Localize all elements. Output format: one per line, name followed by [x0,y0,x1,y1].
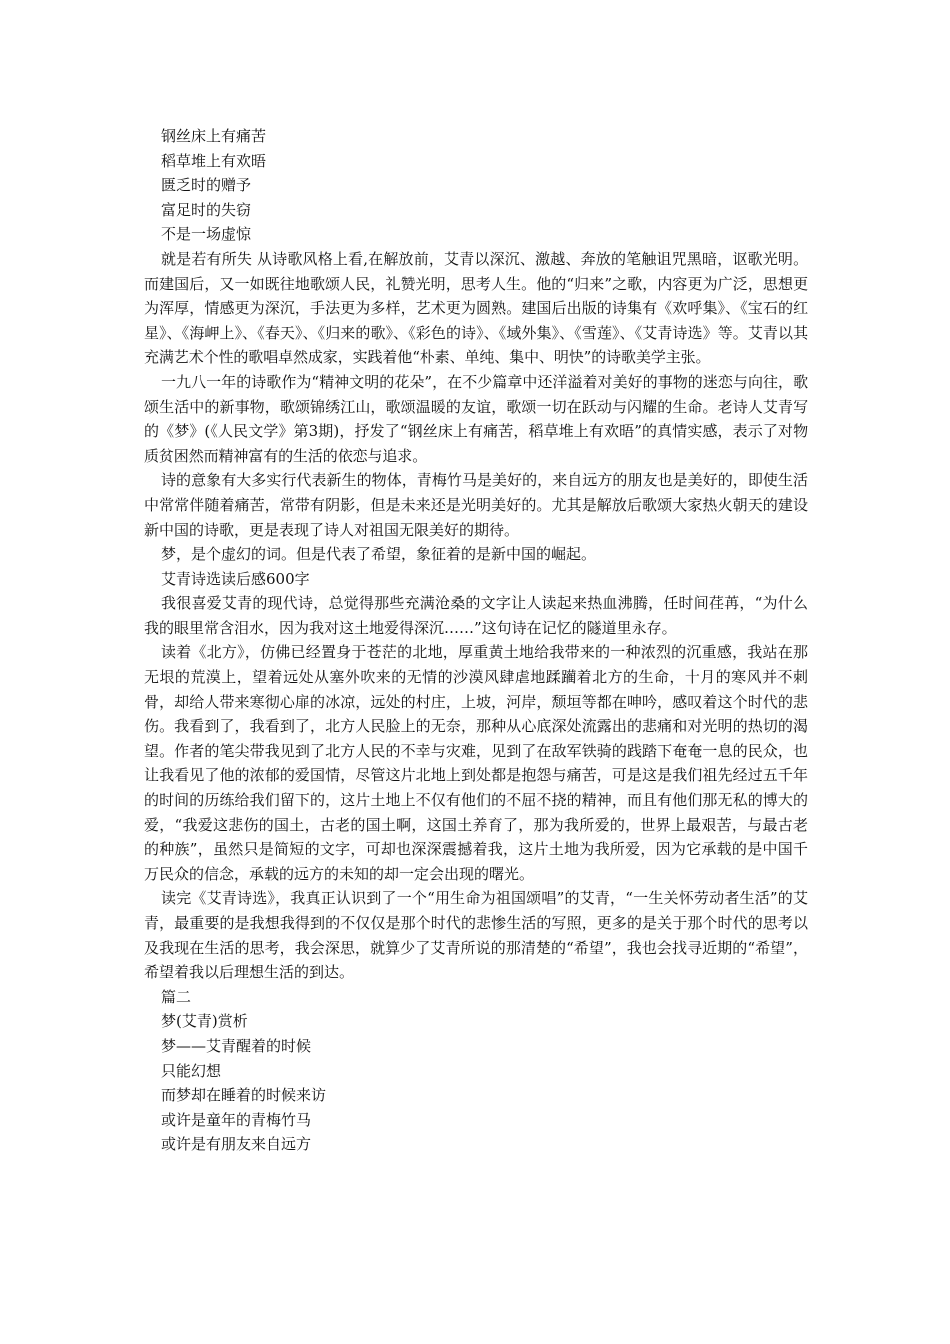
poem-line: 或许是童年的青梅竹马 [161,1110,312,1129]
paragraph-1981-poetry: 一九八一年的诗歌作为“精神文明的花朵”，在不少篇章中还洋溢着对美好的事物的迷恋与向往，歌颂生活中的新事物，歌颂锦绣江山，歌颂温暖的友谊，歌颂一切在跃动与闪耀的生命。老诗人艾青写的《梦》(《人民文学》第3期)，抒发了“钢丝床上有痛苦，稻草堆上有欢晤”的真情实感，表示了对物质贫困然而精神富有的生活的依恋与追求。 [144,372,808,465]
poem-line: 不是一场虚惊 [161,225,252,244]
poem-line: 或许是有朋友来自远方 [161,1135,312,1154]
poem-line: 梦——艾青醒着的时候 [161,1036,312,1055]
paragraph-style-analysis: 就是若有所失 从诗歌风格上看,在解放前，艾青以深沉、激越、奔放的笔触诅咒黑暗，讴歌光明。而建国后，又一如既往地歌颂人民，礼赞光明，思考人生。他的“归来”之歌，内容更为广泛，思想更为浑厚，情感更为深沉，手法更为多样，艺术更为圆熟。建国后出版的诗集有《欢呼集》、《宝石的红星》、《海岬上》、《春天》、《归来的歌》、《彩色的诗》、《域外集》、《雪莲》、《艾青诗选》等。艾青以其充满艺术个性的歌唱卓然成家，实践着他“朴素、单纯、集中、明快”的诗歌美学主张。 [144,249,808,367]
paragraph-conclusion: 读完《艾青诗选》，我真正认识到了一个“用生命为祖国颂唱”的艾青，“一生关怀劳动者生活”的艾青，最重要的是我想我得到的不仅仅是那个时代的悲惨生活的写照，更多的是关于那个时代的思考以及我现在生活的思考，我会深思，就算少了艾青所说的那清楚的“希望”，我也会找寻近期的“希望”，希望着我以后理想生活的到达。 [144,889,808,982]
paragraph-intro: 我很喜爱艾青的现代诗，总觉得那些充满沧桑的文字让人读起来热血沸腾，任时间荏苒，“为什么我的眼里常含泪水，因为我对这土地爱得深沉……”这句诗在记忆的隧道里永存。 [144,594,808,637]
section-heading: 艾青诗选读后感600字 [161,569,310,588]
poem-line: 匮乏时的赠予 [161,176,252,195]
paragraph-north: 读着《北方》，仿佛已经置身于苍茫的北地，厚重黄土地给我带来的一种浓烈的沉重感，我站在那无垠的荒漠上，望着远处从塞外吹来的无情的沙漠风肆虐地蹂躏着北方的生命，十月的寒风并不刺骨，却给人带来寒彻心扉的冰凉，远处的村庄，上坡，河岸，颓垣等都在呻吟，感叹着这个时代的悲伤。我看到了，我看到了，北方人民脸上的无奈，那种从心底深处流露出的悲痛和对光明的热切的渴望。作者的笔尖带我见到了北方人民的不幸与灾难，见到了在敌军铁骑的践踏下奄奄一息的民众，也让我看见了他的浓郁的爱国情，尽管这片北地上到处都是抱怨与痛苦，可是这是我们祖先经过五千年的时间的历练给我们留下的，这片土地上不仅有他们的不屈不挠的精神，而且有他们那无私的博大的爱，“我爱这悲伤的国土，古老的国土啊，这国土养育了，那为我所爱的，世界上最艰苦，与最古老的种族”，虽然只是简短的文字，可却也深深震撼着我，这片土地为我所爱，因为它承载的是中国千万民众的信念，承载的远方的未知的却一定会出现的曙光。 [144,643,808,883]
poem-line: 只能幻想 [161,1061,222,1080]
document-body [144,124,808,1157]
paragraph-dream-meaning: 梦，是个虚幻的词。但是代表了希望，象征着的是新中国的崛起。 [161,545,597,564]
section-title: 梦(艾青)赏析 [161,1012,248,1031]
poem-line: 富足时的失窃 [161,200,252,219]
section-label: 篇二 [161,987,192,1006]
poem-line: 钢丝床上有痛苦 [161,127,267,145]
paragraph-imagery: 诗的意象有大多实行代表新生的物体，青梅竹马是美好的，来自远方的朋友也是美好的，即使生活中常常伴随着痛苦，常带有阴影，但是未来还是光明美好的。尤其是解放后歌颂大家热火朝天的建设新中国的诗歌，更是表现了诗人对祖国无限美好的期待。 [144,471,808,539]
poem-line: 而梦却在睡着的时候来访 [161,1086,327,1105]
poem-line: 稻草堆上有欢晤 [161,151,267,170]
